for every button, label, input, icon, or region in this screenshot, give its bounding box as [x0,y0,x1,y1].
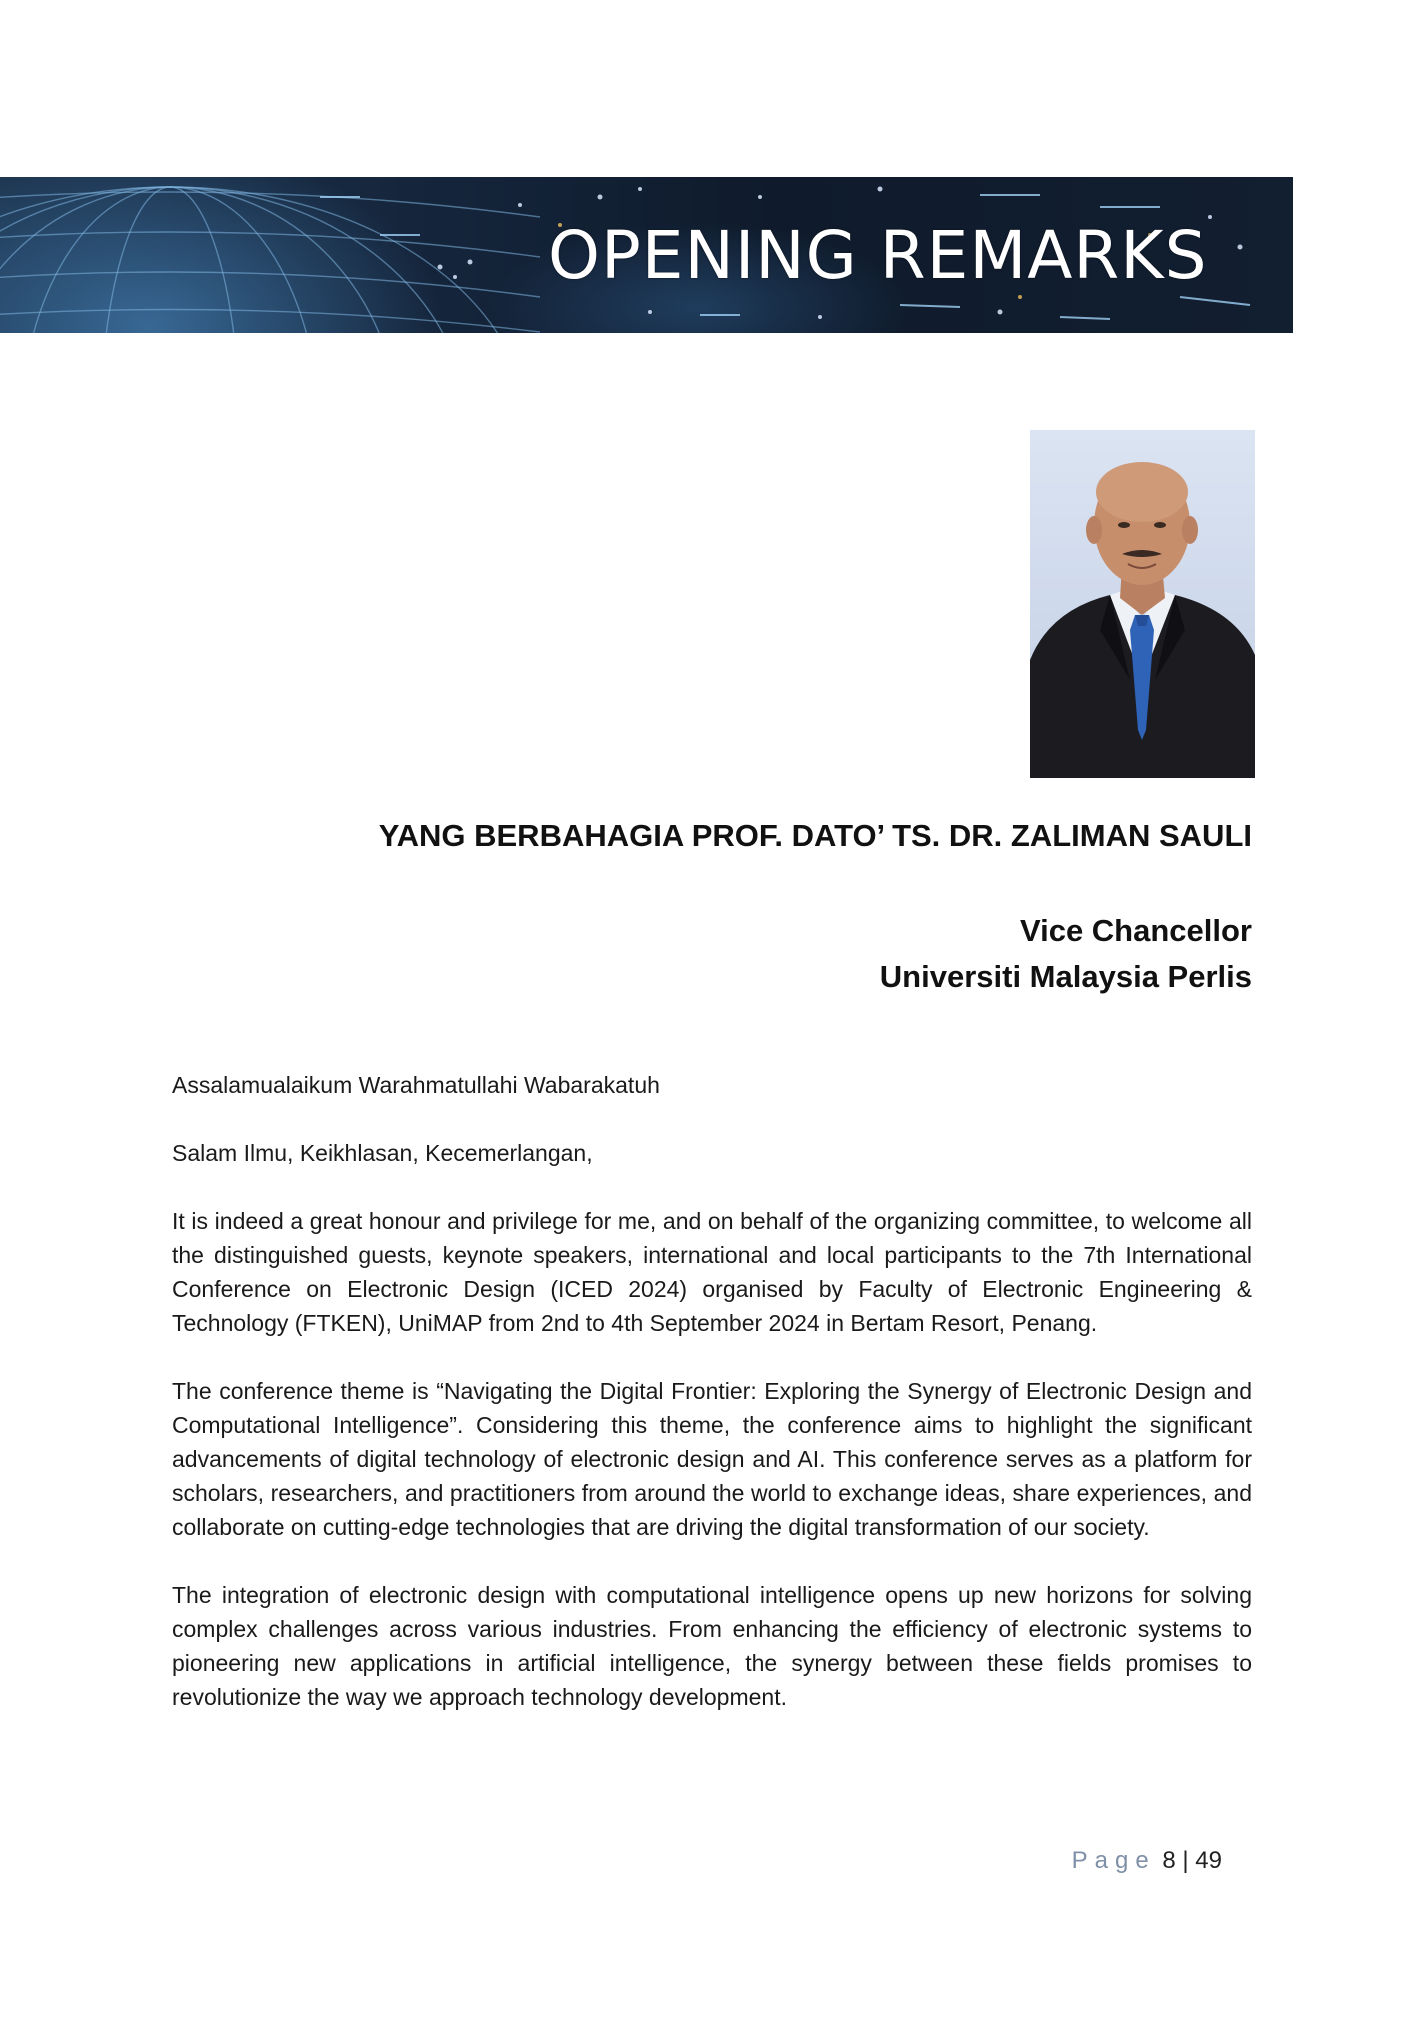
paragraph-welcome: It is indeed a great honour and privilege for me, and on behalf of the organizing committee, to welcome all the distinguished guests, keynote speakers, international and local participants to the 7th International Conference on Electronic Design (ICED 2024) organised by Faculty of Electronic Engineering & Technology (FTKEN), UniMAP from 2nd to 4th September 2024 in Bertam Resort, Penang. [172,1208,1252,1336]
portrait-photo [1030,430,1255,778]
header-banner [0,177,1293,333]
person-title-block [600,908,1252,1000]
page-footer [1072,1846,1222,1876]
person-role: Vice Chancellor [1019,913,1252,948]
salutation: Salam Ilmu, Keikhlasan, Kecemerlangan, [172,1140,593,1166]
page-label: Page [1071,1847,1156,1874]
page-title: OPENING REMARKS [548,217,1208,294]
paragraph-theme: The conference theme is “Navigating the Digital Frontier: Exploring the Synergy of Electronic Design and Computational Intelligence”. Considering this theme, the conference aims to highlight the significant advancements of digital technology of electronic design and AI. This conference serves as a platform for scholars, researchers, and practitioners from around the world to exchange ideas, share experiences, and collaborate on cutting-edge technologies that are driving the digital transformation of our society. [172,1378,1252,1540]
paragraph-integration: The integration of electronic design with computational intelligence opens up new horizons for solving complex challenges across various industries. From enhancing the efficiency of electronic systems to pioneering new applications in artificial intelligence, the synergy between these fields promises to revolutionize the way we approach technology development. [172,1582,1252,1710]
remarks-body [172,1068,1252,1748]
page-number: 8 | 49 [1162,1847,1222,1874]
person-name: YANG BERBAHAGIA PROF. DATO’ TS. DR. ZALIMAN SAULI [378,818,1252,853]
person-institution: Universiti Malaysia Perlis [879,959,1252,994]
person-silhouette [1030,430,1255,778]
greeting: Assalamualaikum Warahmatullahi Wabarakatuh [172,1072,660,1098]
